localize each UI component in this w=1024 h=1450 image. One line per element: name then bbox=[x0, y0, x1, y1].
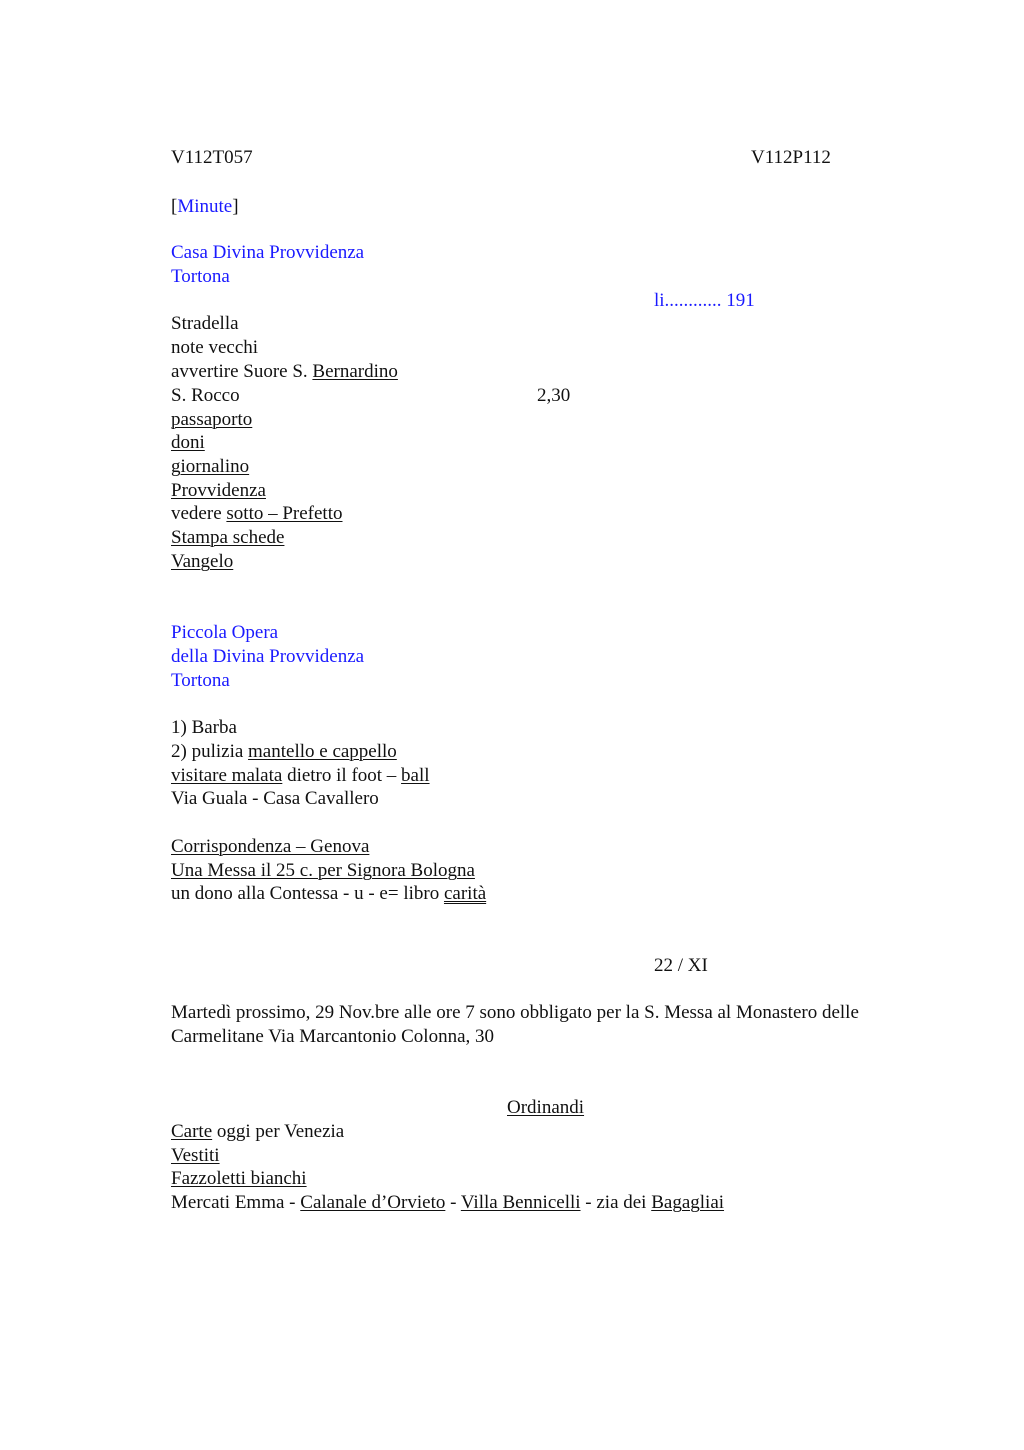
document-code-right: V112P112 bbox=[751, 147, 831, 168]
note-vecchi: note vecchi bbox=[171, 337, 259, 358]
ordinandi-carte bbox=[171, 1120, 344, 1144]
note-via-guala: Via Guala - Casa Cavallero bbox=[171, 788, 379, 809]
date-line: li............ 191 bbox=[654, 290, 755, 311]
minute-tag bbox=[171, 195, 239, 219]
note-vangelo: Vangelo bbox=[171, 551, 234, 572]
note-avvertire-underlined: Bernardino bbox=[312, 361, 398, 382]
ordinandi-villa: Villa Bennicelli bbox=[460, 1192, 581, 1213]
ordinandi-fazzoletti: Fazzoletti bianchi bbox=[171, 1168, 307, 1189]
date-entry: 22 / XI bbox=[654, 955, 708, 976]
document-code-left: V112T057 bbox=[171, 147, 253, 168]
note-dono bbox=[171, 882, 486, 906]
note-visitare-underlined: visitare malata bbox=[171, 765, 283, 786]
note-vedere-text: vedere bbox=[171, 503, 227, 524]
note-avvertire bbox=[171, 360, 398, 384]
note-rocco: S. Rocco bbox=[171, 385, 240, 406]
note-corrispondenza: Corrispondenza – Genova bbox=[171, 836, 370, 857]
ordinandi-mercati bbox=[171, 1191, 724, 1215]
note-pulizia-text: 2) pulizia bbox=[171, 741, 249, 762]
note-giornalino: giornalino bbox=[171, 456, 250, 477]
note-pulizia bbox=[171, 740, 397, 764]
bracket-close: ] bbox=[232, 196, 239, 217]
note-avvertire-text: avvertire Suore S. bbox=[171, 361, 313, 382]
letterhead2-line1: Piccola Opera bbox=[171, 622, 279, 643]
note-visitare-text: dietro il foot – bbox=[282, 765, 402, 786]
letterhead-city: Tortona bbox=[171, 266, 230, 287]
note-stampa: Stampa schede bbox=[171, 527, 285, 548]
note-rocco-time: 2,30 bbox=[537, 385, 571, 406]
ordinandi-mercati-text: Mercati Emma - bbox=[171, 1192, 301, 1213]
ordinandi-sep2: - zia dei bbox=[580, 1192, 652, 1213]
note-dono-underlined: carità bbox=[443, 883, 487, 904]
paragraph-martedi: Martedì prossimo, 29 Nov.bre alle ore 7 sono obbligato per la S. Messa al Monastero delle Carmelitane Via Marcantonio Colonna, 30 bbox=[171, 1002, 859, 1047]
note-passaporto: passaporto bbox=[171, 409, 253, 430]
note-vedere-underlined: sotto – Prefetto bbox=[226, 503, 343, 524]
ordinandi-sep1: - bbox=[445, 1192, 461, 1213]
ordinandi-vestiti: Vestiti bbox=[171, 1145, 220, 1166]
note-messa: Una Messa il 25 c. per Signora Bologna bbox=[171, 860, 475, 881]
note-doni: doni bbox=[171, 432, 205, 453]
ordinandi-carte-underlined: Carte bbox=[171, 1121, 213, 1142]
note-dono-text: un dono alla Contessa - u - e= libro bbox=[171, 883, 444, 904]
note-visitare-ball: ball bbox=[401, 765, 430, 786]
letterhead2-line2: della Divina Provvidenza bbox=[171, 646, 365, 667]
letterhead-institution: Casa Divina Provvidenza bbox=[171, 242, 365, 263]
bracket-open: [ bbox=[171, 196, 178, 217]
ordinandi-heading: Ordinandi bbox=[507, 1097, 585, 1118]
letterhead2-city: Tortona bbox=[171, 670, 230, 691]
note-vedere bbox=[171, 502, 343, 526]
note-visitare bbox=[171, 764, 430, 788]
note-pulizia-underlined: mantello e cappello bbox=[248, 741, 397, 762]
ordinandi-calanale: Calanale d’Orvieto bbox=[300, 1192, 446, 1213]
note-barba: 1) Barba bbox=[171, 717, 237, 738]
ordinandi-carte-text: oggi per Venezia bbox=[212, 1121, 345, 1142]
ordinandi-bagagliai: Bagagliai bbox=[651, 1192, 725, 1213]
note-provvidenza: Provvidenza bbox=[171, 480, 266, 501]
minute-label: Minute bbox=[177, 196, 233, 217]
note-stradella: Stradella bbox=[171, 313, 239, 334]
